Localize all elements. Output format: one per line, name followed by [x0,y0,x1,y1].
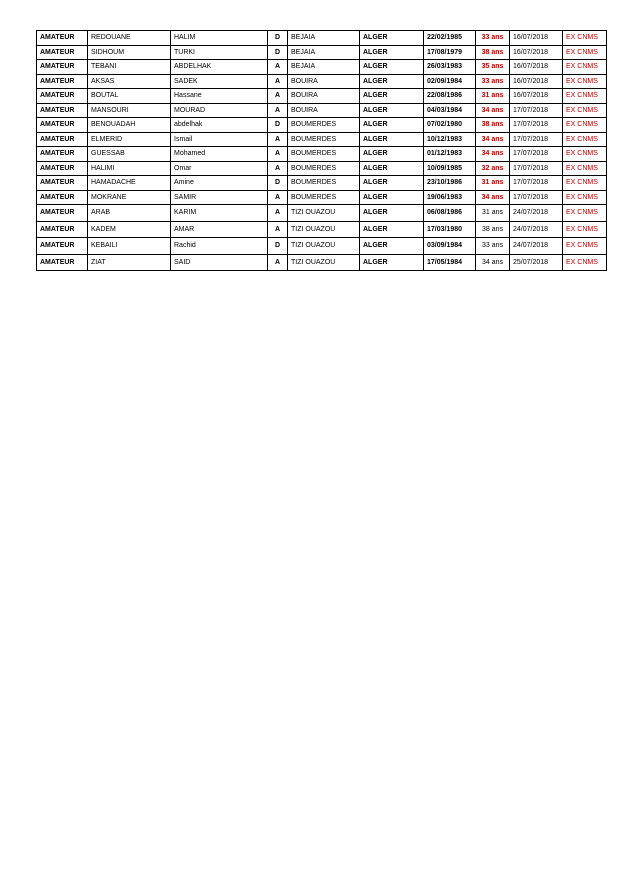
cell-nom: KEBAILI [88,238,171,255]
cell-type: AMATEUR [37,132,88,147]
cell-age: 33 ans [476,238,510,255]
table-row [37,74,607,89]
cell-wilaya: BOUMERDES [288,132,360,147]
cell-nom: ZIAT [88,254,171,271]
cell-region: ALGER [360,190,424,205]
cell-region: ALGER [360,221,424,238]
cell-date-naissance: 10/12/1983 [424,132,476,147]
cell-statut: EX CNMS [563,221,607,238]
cell-age: 38 ans [476,118,510,133]
cell-age: 31 ans [476,176,510,191]
cell-wilaya: BOUIRA [288,89,360,104]
cell-age: 34 ans [476,147,510,162]
cell-date: 17/07/2018 [510,161,563,176]
table-row [37,147,607,162]
cell-prenom: SAMIR [171,190,268,205]
cell-date: 17/07/2018 [510,118,563,133]
cell-wilaya: BOUIRA [288,74,360,89]
cell-wilaya: BEJAIA [288,60,360,75]
cell-region: ALGER [360,60,424,75]
cell-nom: BENOUADAH [88,118,171,133]
cell-date-naissance: 23/10/1986 [424,176,476,191]
cell-date: 17/07/2018 [510,147,563,162]
cell-nom: BOUTAL [88,89,171,104]
cell-nom: MOKRANE [88,190,171,205]
cell-wilaya: TIZI OUAZOU [288,238,360,255]
cell-prenom: Amine [171,176,268,191]
cell-date-naissance: 02/09/1984 [424,74,476,89]
cell-region: ALGER [360,89,424,104]
cell-prenom: SAID [171,254,268,271]
cell-age: 31 ans [476,89,510,104]
cell-date: 17/07/2018 [510,103,563,118]
cell-type: AMATEUR [37,147,88,162]
table-row [37,205,607,222]
table-row [37,103,607,118]
cell-categorie: D [268,31,288,46]
cell-wilaya: BEJAIA [288,31,360,46]
cell-categorie: D [268,238,288,255]
cell-wilaya: BOUMERDES [288,118,360,133]
cell-nom: ELMERID [88,132,171,147]
cell-statut: EX CNMS [563,74,607,89]
cell-categorie: A [268,147,288,162]
cell-statut: EX CNMS [563,147,607,162]
cell-nom: SIDHOUM [88,45,171,60]
cell-categorie: A [268,74,288,89]
cell-date: 17/07/2018 [510,132,563,147]
cell-nom: REDOUANE [88,31,171,46]
cell-prenom: SADEK [171,74,268,89]
cell-date-naissance: 03/09/1984 [424,238,476,255]
cell-age: 34 ans [476,254,510,271]
cell-age: 33 ans [476,31,510,46]
cell-wilaya: TIZI OUAZOU [288,221,360,238]
cell-date-naissance: 17/05/1984 [424,254,476,271]
cell-age: 35 ans [476,60,510,75]
cell-date: 24/07/2018 [510,238,563,255]
cell-region: ALGER [360,205,424,222]
table-row [37,238,607,255]
cell-region: ALGER [360,161,424,176]
cell-region: ALGER [360,176,424,191]
cell-date: 16/07/2018 [510,89,563,104]
cell-categorie: A [268,161,288,176]
cell-nom: MANSOURI [88,103,171,118]
cell-region: ALGER [360,31,424,46]
cell-age: 38 ans [476,45,510,60]
cell-date-naissance: 22/08/1986 [424,89,476,104]
cell-date-naissance: 17/03/1980 [424,221,476,238]
cell-nom: HAMADACHE [88,176,171,191]
cell-prenom: Ismail [171,132,268,147]
cell-prenom: MOURAD [171,103,268,118]
cell-statut: EX CNMS [563,103,607,118]
cell-categorie: A [268,103,288,118]
cell-categorie: A [268,221,288,238]
cell-prenom: Omar [171,161,268,176]
cell-age: 31 ans [476,205,510,222]
cell-age: 34 ans [476,103,510,118]
cell-categorie: D [268,176,288,191]
cell-date-naissance: 01/12/1983 [424,147,476,162]
cell-categorie: D [268,45,288,60]
cell-nom: AKSAS [88,74,171,89]
cell-prenom: TURKI [171,45,268,60]
cell-region: ALGER [360,103,424,118]
table-row [37,60,607,75]
cell-statut: EX CNMS [563,60,607,75]
cell-wilaya: BOUMERDES [288,147,360,162]
table-row [37,254,607,271]
cell-type: AMATEUR [37,103,88,118]
cell-date-naissance: 06/08/1986 [424,205,476,222]
cell-nom: ARAB [88,205,171,222]
cell-date: 16/07/2018 [510,74,563,89]
cell-date: 25/07/2018 [510,254,563,271]
cell-region: ALGER [360,238,424,255]
cell-categorie: A [268,205,288,222]
cell-prenom: abdelhak [171,118,268,133]
cell-type: AMATEUR [37,45,88,60]
cell-prenom: Mohamed [171,147,268,162]
cell-type: AMATEUR [37,238,88,255]
cell-statut: EX CNMS [563,89,607,104]
cell-date: 16/07/2018 [510,31,563,46]
cell-type: AMATEUR [37,31,88,46]
cell-statut: EX CNMS [563,45,607,60]
cell-region: ALGER [360,254,424,271]
cell-age: 32 ans [476,161,510,176]
cell-region: ALGER [360,118,424,133]
cell-date-naissance: 10/09/1985 [424,161,476,176]
cell-date: 17/07/2018 [510,190,563,205]
cell-wilaya: BOUMERDES [288,190,360,205]
cell-categorie: A [268,254,288,271]
cell-prenom: Rachid [171,238,268,255]
cell-statut: EX CNMS [563,132,607,147]
cell-type: AMATEUR [37,60,88,75]
cell-type: AMATEUR [37,205,88,222]
table-row [37,161,607,176]
cell-age: 34 ans [476,132,510,147]
cell-type: AMATEUR [37,118,88,133]
cell-prenom: HALIM [171,31,268,46]
cell-statut: EX CNMS [563,176,607,191]
table-row [37,132,607,147]
cell-age: 34 ans [476,190,510,205]
cell-categorie: D [268,118,288,133]
cell-date-naissance: 22/02/1985 [424,31,476,46]
cell-statut: EX CNMS [563,205,607,222]
referee-table [36,30,607,271]
cell-wilaya: BOUMERDES [288,161,360,176]
table-row [37,176,607,191]
cell-categorie: A [268,60,288,75]
cell-nom: GUESSAB [88,147,171,162]
cell-type: AMATEUR [37,190,88,205]
cell-date-naissance: 17/08/1979 [424,45,476,60]
cell-date-naissance: 04/03/1984 [424,103,476,118]
table-row [37,221,607,238]
table-row [37,118,607,133]
cell-type: AMATEUR [37,89,88,104]
cell-categorie: A [268,190,288,205]
cell-type: AMATEUR [37,161,88,176]
cell-statut: EX CNMS [563,190,607,205]
cell-statut: EX CNMS [563,254,607,271]
cell-date: 24/07/2018 [510,221,563,238]
cell-date-naissance: 19/06/1983 [424,190,476,205]
cell-statut: EX CNMS [563,238,607,255]
cell-prenom: ABDELHAK [171,60,268,75]
table-row [37,45,607,60]
cell-type: AMATEUR [37,254,88,271]
cell-statut: EX CNMS [563,31,607,46]
cell-date: 24/07/2018 [510,205,563,222]
cell-wilaya: BOUIRA [288,103,360,118]
cell-date: 17/07/2018 [510,176,563,191]
cell-statut: EX CNMS [563,118,607,133]
cell-type: AMATEUR [37,221,88,238]
table-row [37,190,607,205]
cell-prenom: Hassane [171,89,268,104]
cell-wilaya: BOUMERDES [288,176,360,191]
cell-wilaya: BEJAIA [288,45,360,60]
cell-prenom: KARIM [171,205,268,222]
cell-region: ALGER [360,147,424,162]
cell-statut: EX CNMS [563,161,607,176]
table-row [37,89,607,104]
cell-wilaya: TIZI OUAZOU [288,205,360,222]
cell-region: ALGER [360,74,424,89]
cell-categorie: A [268,89,288,104]
cell-nom: TEBANI [88,60,171,75]
cell-type: AMATEUR [37,176,88,191]
cell-date: 16/07/2018 [510,60,563,75]
cell-region: ALGER [360,132,424,147]
table-row [37,31,607,46]
cell-type: AMATEUR [37,74,88,89]
cell-age: 33 ans [476,74,510,89]
cell-categorie: A [268,132,288,147]
cell-date-naissance: 26/03/1983 [424,60,476,75]
cell-date-naissance: 07/02/1980 [424,118,476,133]
cell-wilaya: TIZI OUAZOU [288,254,360,271]
cell-date: 16/07/2018 [510,45,563,60]
table-body [37,31,607,271]
cell-prenom: AMAR [171,221,268,238]
cell-nom: KADEM [88,221,171,238]
cell-age: 38 ans [476,221,510,238]
cell-region: ALGER [360,45,424,60]
cell-nom: HALIMI [88,161,171,176]
